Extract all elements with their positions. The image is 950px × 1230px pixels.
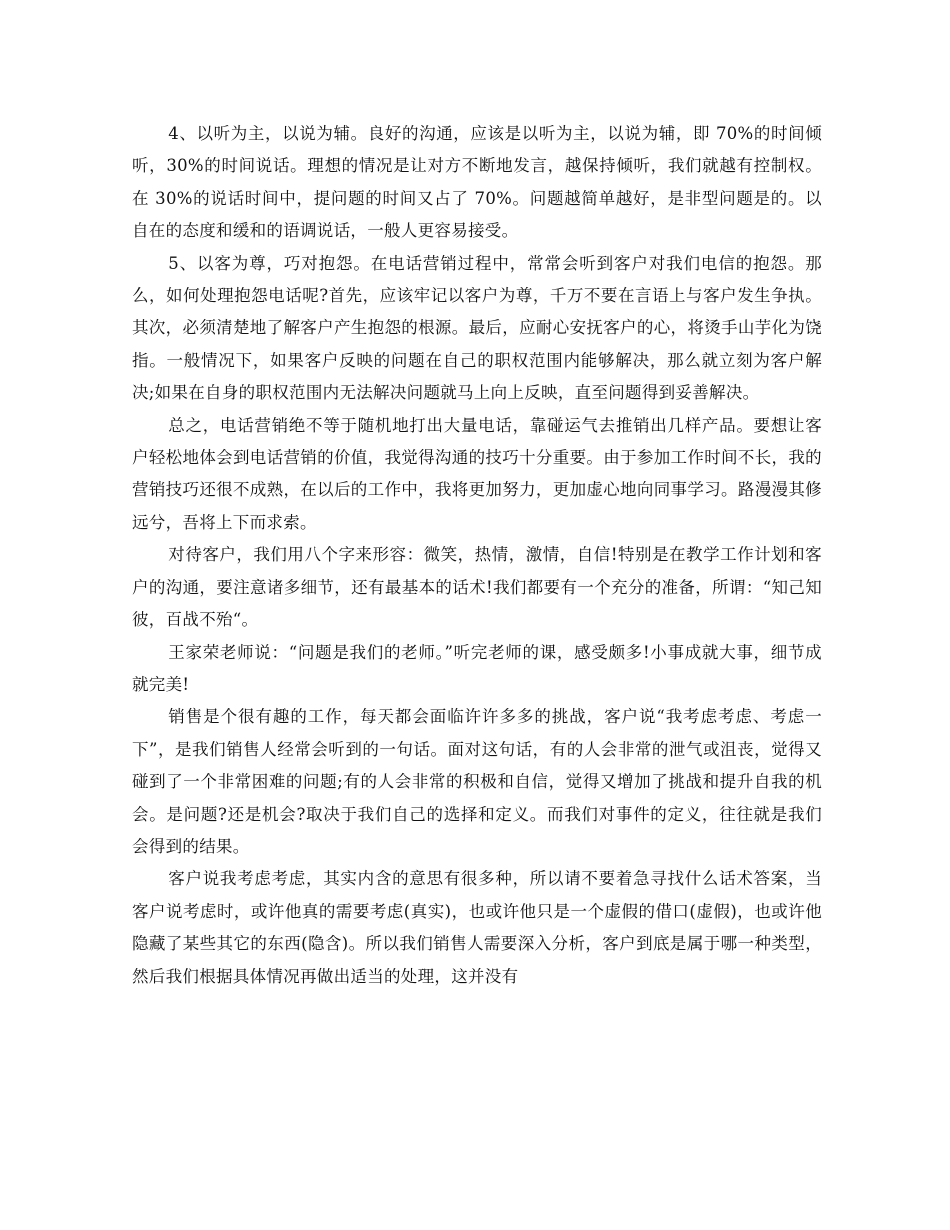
paragraph-summary: 总之，电话营销绝不等于随机地打出大量电话，靠碰运气去推销出几样产品。要想让客户轻松地体会到电话营销的价值，我觉得沟通的技巧十分重要。由于参加工作时间不长，我的营销技巧还很不成熟，在以后的工作中，我将更加努力，更加虚心地向同事学习。路漫漫其修远兮，吾将上下而求索。 [132,415,822,532]
paragraph-handle-complaints: 5、以客为尊，巧对抱怨。在电话营销过程中，常常会听到客户对我们电信的抱怨。那么，如何处理抱怨电话呢?首先，应该牢记以客户为尊，千万不要在言语上与客户发生争执。其次，必须清楚地了解客户产生抱怨的根源。最后，应耐心安抚客户的心，将烫手山芋化为饶指。一般情况下，如果客户反映的问题在自己的职权范围内能够解决，那么就立刻为客户解决;如果在自身的职权范围内无法解决问题就马上向上反映，直至问题得到妥善解决。 [132,253,822,403]
paragraph-sales-challenge: 销售是个很有趣的工作，每天都会面临许许多多的挑战，客户说“我考虑考虑、考虑一下”，是我们销售人经常会听到的一句话。面对这句话，有的人会非常的泄气或沮丧，觉得又碰到了一个非常困难的问题;有的人会非常的积极和自信，觉得又增加了挑战和提升自我的机会。是问题?还是机会?取决于我们自己的选择和定义。而我们对事件的定义，往往就是我们会得到的结果。 [132,707,822,856]
paragraph-teacher-quote: 王家荣老师说：“问题是我们的老师。”听完老师的课，感受颇多!小事成就大事，细节成就完美! [132,642,822,694]
paragraph-listen-first: 4、以听为主，以说为辅。良好的沟通，应该是以听为主，以说为辅，即 70%的时间倾听，30%的时间说话。理想的情况是让对方不断地发言，越保持倾听，我们就越有控制权。在 30%的说话时间中，提问题的时间又占了 70%。问题越简单越好，是非型问题是的。以自在的态度和缓和的语调说话，一般人更容易接受。 [132,124,822,241]
paragraph-customer-consider: 客户说我考虑考虑，其实内含的意思有很多种，所以请不要着急寻找什么话术答案，当客户说考虑时，或许他真的需要考虑(真实)，也或许他只是一个虚假的借口(虚假)，也或许他隐藏了某些其它的东西(隐含)。所以我们销售人需要深入分析，客户到底是属于哪一种类型，然后我们根据具体情况再做出适当的处理，这并没有 [132,869,822,986]
document-body [132,118,822,993]
paragraph-treat-customers: 对待客户，我们用八个字来形容：微笑，热情，激情，自信!特别是在教学工作计划和客户的沟通，要注意诸多细节，还有最基本的话术!我们都要有一个充分的准备，所谓：“知己知彼，百战不殆“。 [132,545,822,630]
